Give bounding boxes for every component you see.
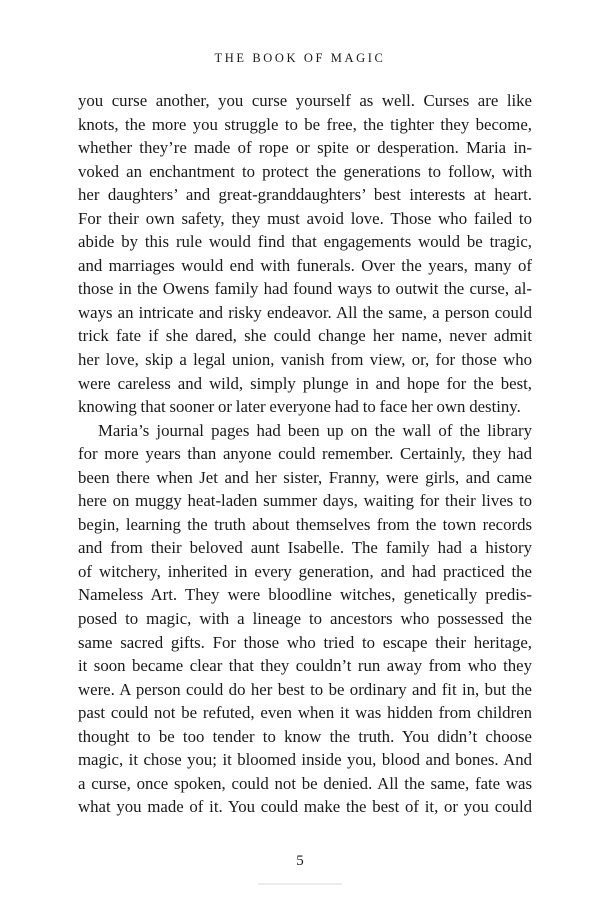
text-line: and marriages would end with funerals. Over the years, many of bbox=[78, 255, 532, 275]
text-line: magic, it chose you; it bloomed inside you, blood and bones. And bbox=[78, 750, 532, 770]
text-line: for more years than anyone could remember. Certainly, they had bbox=[78, 444, 532, 464]
text-line: whether they’re made of rope or spite or desperation. Maria in- bbox=[78, 138, 532, 158]
text-line: those in the Owens family had found ways to outwit the curse, al- bbox=[78, 279, 532, 299]
text-line: voked an enchantment to protect the generations to follow, with bbox=[78, 161, 532, 181]
body-text bbox=[78, 89, 532, 819]
text-line: of witchery, inherited in every generation, and had practiced the bbox=[78, 561, 532, 581]
text-line: her daughters’ and great-granddaughters’ best interests at heart. bbox=[78, 185, 532, 205]
running-head: THE BOOK OF MAGIC bbox=[214, 51, 386, 65]
text-line: Nameless Art. They were bloodline witches, genetically predis- bbox=[78, 585, 532, 605]
page-number: 5 bbox=[296, 853, 304, 869]
text-line: and from their beloved aunt Isabelle. The family had a history bbox=[78, 538, 532, 558]
text-line: were careless and wild, simply plunge in and hope for the best, bbox=[78, 373, 532, 393]
text-line: trick fate if she dared, she could change her name, never admit bbox=[78, 326, 532, 346]
paragraph-2 bbox=[78, 419, 532, 819]
text-line: Maria’s journal pages had been up on the wall of the library bbox=[98, 420, 532, 440]
text-line: thought to be too tender to know the truth. You didn’t choose bbox=[78, 726, 532, 746]
bottom-rule bbox=[258, 883, 342, 885]
text-line: knots, the more you struggle to be free, the tighter they become, bbox=[78, 114, 532, 134]
text-line: ways an intricate and risky endeavor. All the same, a person could bbox=[78, 302, 532, 322]
text-line: were. A person could do her best to be ordinary and fit in, but the bbox=[78, 679, 532, 699]
text-line: her love, skip a legal union, vanish from view, or, for those who bbox=[78, 350, 532, 370]
text-line: abide by this rule would find that engagements would be tragic, bbox=[78, 232, 532, 252]
text-line: knowing that sooner or later everyone had to face her own destiny. bbox=[78, 397, 521, 417]
text-line: For their own safety, they must avoid love. Those who failed to bbox=[78, 208, 532, 228]
text-line: been there when Jet and her sister, Franny, were girls, and came bbox=[78, 467, 532, 487]
text-line: same sacred gifts. For those who tried to escape their heritage, bbox=[78, 632, 532, 652]
paragraph-1 bbox=[78, 89, 532, 419]
text-line: posed to magic, with a lineage to ancestors who possessed the bbox=[78, 609, 532, 629]
text-line: it soon became clear that they couldn’t run away from who they bbox=[78, 656, 532, 676]
text-line: begin, learning the truth about themselves from the town records bbox=[78, 514, 532, 534]
text-line: here on muggy heat-laden summer days, waiting for their lives to bbox=[78, 491, 532, 511]
text-line: past could not be refuted, even when it was hidden from children bbox=[78, 703, 532, 723]
text-line: a curse, once spoken, could not be denied. All the same, fate was bbox=[78, 773, 532, 793]
text-line: you curse another, you curse yourself as well. Curses are like bbox=[78, 91, 532, 110]
text-line: what you made of it. You could make the best of it, or you could bbox=[78, 797, 532, 817]
